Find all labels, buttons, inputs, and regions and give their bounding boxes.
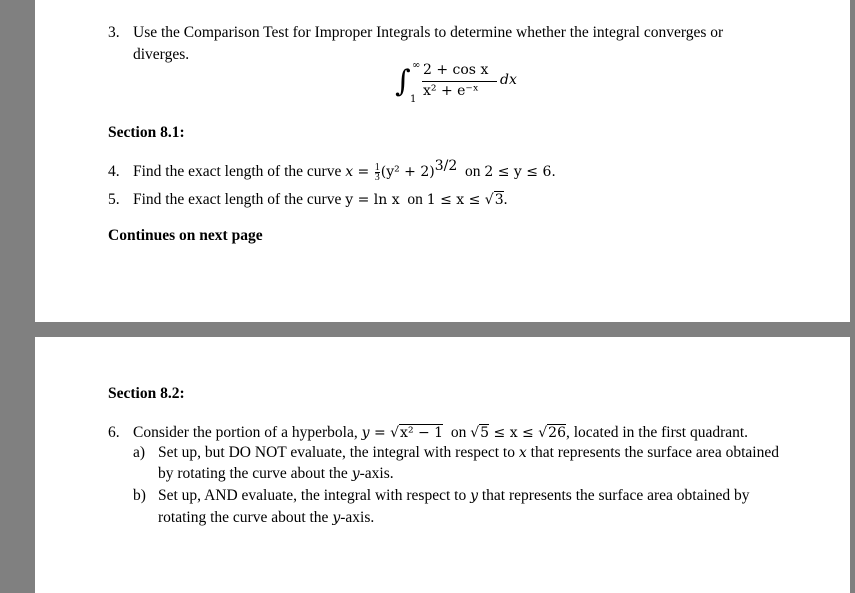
variable: y	[470, 488, 478, 504]
sqrt-radicand: 5	[480, 425, 490, 441]
question-text-tail: , located in the first quadrant.	[565, 424, 749, 441]
question-number: 4.	[108, 163, 120, 180]
question-6a-line-2	[158, 464, 394, 484]
question-number: 3.	[108, 24, 120, 41]
range-expression: 1 ≤ x ≤	[426, 192, 485, 208]
question-5	[108, 190, 508, 210]
integral-numerator: 2 + cos x	[423, 62, 489, 78]
integral-expression	[395, 58, 595, 118]
question-number: 6.	[108, 424, 120, 441]
sqrt-radicand: 26	[548, 425, 566, 441]
question-text: Consider the portion of a hyperbola,	[133, 424, 358, 441]
sqrt-sign: √	[470, 425, 480, 441]
continues-note: Continues on next page	[108, 227, 263, 244]
variable: x	[518, 445, 527, 461]
fraction-numerator: 1	[374, 161, 380, 173]
subquestion-label: a)	[133, 444, 146, 461]
section-8-2-heading: Section 8.2:	[108, 385, 185, 402]
question-4	[108, 157, 556, 183]
integral-differential: dx	[500, 72, 517, 88]
range-expression: ≤ x ≤	[489, 425, 539, 441]
subquestion-text: -axis.	[340, 509, 375, 526]
integral-sign: ∫	[395, 64, 411, 99]
sqrt-sign: √	[390, 425, 400, 441]
question-number: 5.	[108, 191, 120, 208]
sqrt-sign: √	[484, 192, 494, 208]
fraction-bar	[422, 81, 497, 82]
fraction-denominator: 3	[374, 171, 380, 183]
subquestion-label: b)	[133, 487, 146, 504]
document-page-2	[35, 337, 850, 593]
question-text: Find the exact length of the curve	[133, 191, 342, 208]
equation-lhs: x =	[345, 164, 374, 180]
variable: y	[332, 510, 341, 526]
integral-upper-limit: ∞	[412, 60, 421, 71]
question-text: Use the Comparison Test for Improper Integrals to determine whether the integral converges or	[133, 24, 724, 41]
question-3-line-2: diverges.	[133, 46, 190, 63]
integral-lower-limit: 1	[410, 94, 417, 105]
equation-exponent: 3/2	[434, 157, 458, 174]
range-expression: 2 ≤ y ≤ 6.	[484, 164, 556, 180]
sqrt-radicand: 3	[494, 192, 504, 208]
subquestion-text: Set up, but DO NOT evaluate, the integral with respect to	[158, 444, 515, 461]
range-word: on	[465, 163, 481, 180]
variable: y	[351, 466, 360, 482]
question-6b-line-1	[133, 486, 750, 506]
sqrt-sign: √	[538, 425, 548, 441]
subquestion-text: Set up, AND evaluate, the integral with respect to	[158, 487, 467, 504]
subquestion-text: that represents the surface area obtained	[530, 444, 779, 461]
equation-lhs: y =	[361, 425, 391, 441]
question-6b-line-2	[158, 508, 374, 528]
question-text: Find the exact length of the curve	[133, 163, 342, 180]
integral-denominator: x² + e⁻ˣ	[423, 83, 479, 99]
question-6	[108, 423, 748, 443]
subquestion-text: -axis.	[359, 465, 394, 482]
equation: y = ln x	[345, 192, 400, 208]
equation-expression: (y² + 2)	[380, 164, 435, 180]
subquestion-text: rotating the curve about the	[158, 509, 329, 526]
subquestion-text: that represents the surface area obtained by	[481, 487, 750, 504]
question-3-line-1	[108, 23, 723, 43]
period: .	[503, 191, 508, 208]
subquestion-text: by rotating the curve about the	[158, 465, 348, 482]
document-page-1	[35, 0, 850, 322]
section-8-1-heading: Section 8.1:	[108, 124, 185, 141]
fraction-one-third	[375, 163, 380, 182]
range-word: on	[407, 191, 423, 208]
question-6a-line-1	[133, 443, 779, 463]
sqrt-radicand: x² − 1	[400, 425, 444, 441]
range-word: on	[450, 424, 467, 441]
